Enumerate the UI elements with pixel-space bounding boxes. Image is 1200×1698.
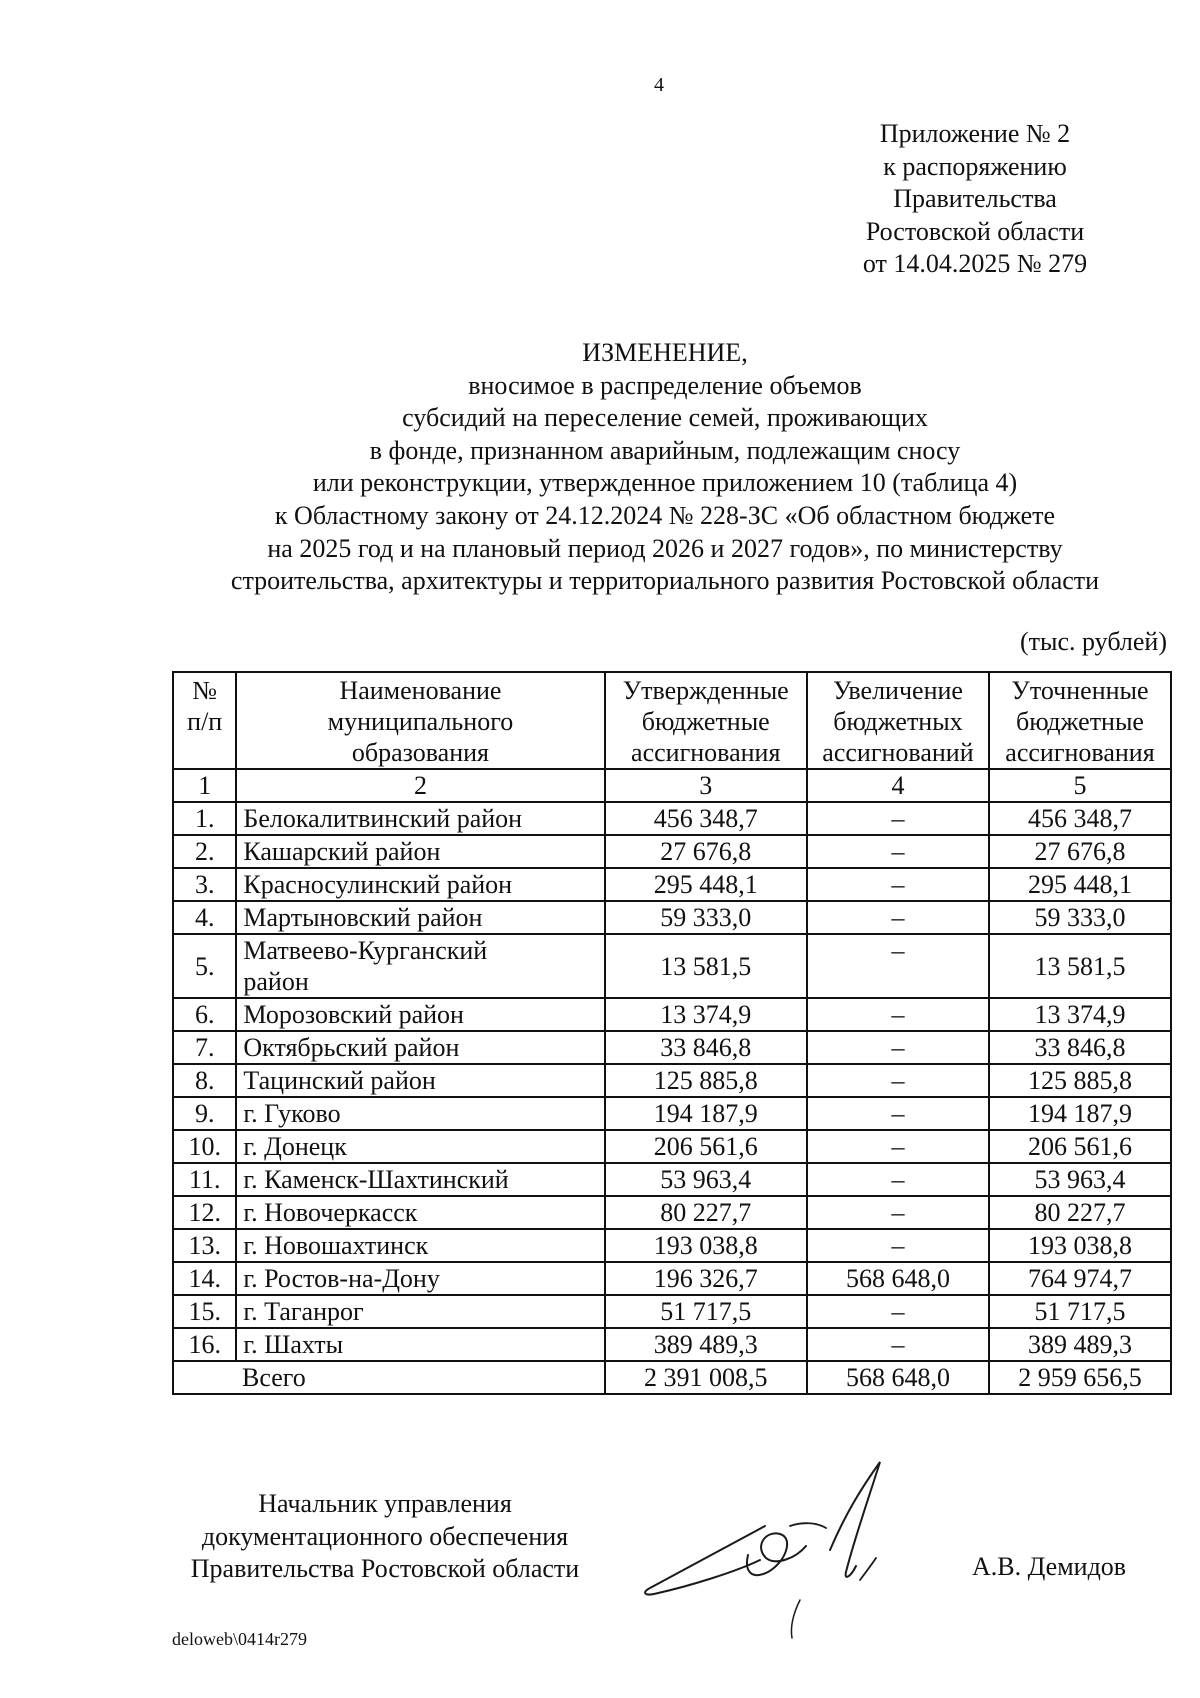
title-line: на 2025 год и на плановый период 2026 и 2027 годов», по министерству — [267, 533, 1063, 563]
row-number: 5. — [173, 934, 236, 998]
signatory-name: А.В. Демидов — [972, 1552, 1127, 1581]
municipality-name: г. Донецк — [236, 1130, 604, 1163]
units-label: (тыс. рублей) — [1019, 627, 1167, 656]
signatory-position-line: Начальник управления — [258, 1489, 512, 1518]
table-header-row — [173, 672, 1171, 769]
increase-value: – — [807, 1130, 989, 1163]
municipality-name: Белокалитвинский район — [236, 802, 604, 835]
municipality-name: Октябрьский район — [236, 1031, 604, 1064]
table-row — [173, 1229, 1171, 1262]
municipality-name: г. Таганрог — [236, 1295, 604, 1328]
table-row — [173, 1262, 1171, 1295]
refined-value: 59 333,0 — [989, 901, 1171, 934]
appendix-line: от 14.04.2025 № 279 — [862, 249, 1088, 278]
column-number: 5 — [989, 769, 1171, 802]
approved-value: 389 489,3 — [605, 1328, 807, 1361]
table-row — [173, 1163, 1171, 1196]
refined-value: 53 963,4 — [989, 1163, 1171, 1196]
table-row — [173, 901, 1171, 934]
total-increase: 568 648,0 — [807, 1361, 989, 1394]
refined-value: 389 489,3 — [989, 1328, 1171, 1361]
increase-value: – — [807, 802, 989, 835]
refined-value: 295 448,1 — [989, 868, 1171, 901]
row-number: 4. — [173, 901, 236, 934]
signatory-position — [170, 1488, 600, 1586]
municipality-name: Мартыновский район — [236, 901, 604, 934]
column-number: 2 — [236, 769, 604, 802]
total-approved: 2 391 008,5 — [605, 1361, 807, 1394]
refined-value: 193 038,8 — [989, 1229, 1171, 1262]
approved-value: 193 038,8 — [605, 1229, 807, 1262]
title-line: в фонде, признанном аварийным, подлежащим сносу — [369, 435, 961, 465]
approved-value: 125 885,8 — [605, 1064, 807, 1097]
refined-value: 80 227,7 — [989, 1196, 1171, 1229]
municipality-name: Тацинский район — [236, 1064, 604, 1097]
header-cell: Утвержденные бюджетные ассигнования — [605, 672, 807, 769]
approved-value: 13 581,5 — [605, 934, 807, 998]
column-number: 4 — [807, 769, 989, 802]
table-row — [173, 998, 1171, 1031]
approved-value: 206 561,6 — [605, 1130, 807, 1163]
increase-value: – — [807, 1229, 989, 1262]
municipality-name: Красносулинский район — [236, 868, 604, 901]
column-number: 3 — [605, 769, 807, 802]
increase-value: – — [807, 934, 989, 998]
table-row — [173, 934, 1171, 998]
signatory-position-line: Правительства Ростовской области — [190, 1554, 580, 1583]
increase-value: – — [807, 901, 989, 934]
column-number: 1 — [173, 769, 236, 802]
approved-value: 53 963,4 — [605, 1163, 807, 1196]
approved-value: 51 717,5 — [605, 1295, 807, 1328]
signatory-position-line: документационного обеспечения — [201, 1521, 569, 1551]
table-row — [173, 802, 1171, 835]
refined-value: 456 348,7 — [989, 802, 1171, 835]
municipality-name: г. Гуково — [236, 1097, 604, 1130]
row-number: 2. — [173, 835, 236, 868]
title-heading: ИЗМЕНЕНИЕ, — [582, 338, 748, 367]
total-refined: 2 959 656,5 — [989, 1361, 1171, 1394]
table-row — [173, 1097, 1171, 1130]
row-number: 15. — [173, 1295, 236, 1328]
increase-value: – — [807, 835, 989, 868]
appendix-reference — [790, 118, 1160, 281]
refined-value: 206 561,6 — [989, 1130, 1171, 1163]
row-number: 1. — [173, 802, 236, 835]
municipality-name: Кашарский район — [236, 835, 604, 868]
title-line: к Областному закону от 24.12.2024 № 228-ЗС «Об областном бюджете — [274, 500, 1056, 530]
document-code: deloweb\0414r279 — [172, 1629, 307, 1649]
table-row — [173, 1064, 1171, 1097]
increase-value: 568 648,0 — [807, 1262, 989, 1295]
total-row — [173, 1361, 1171, 1394]
header-cell: Уточненные бюджетные ассигнования — [989, 672, 1171, 769]
row-number: 8. — [173, 1064, 236, 1097]
approved-value: 194 187,9 — [605, 1097, 807, 1130]
municipality-name: г. Новошахтинск — [236, 1229, 604, 1262]
header-cell: Увеличение бюджетных ассигнований — [807, 672, 989, 769]
increase-value: – — [807, 1097, 989, 1130]
refined-value: 13 374,9 — [989, 998, 1171, 1031]
refined-value: 125 885,8 — [989, 1064, 1171, 1097]
approved-value: 27 676,8 — [605, 835, 807, 868]
approved-value: 59 333,0 — [605, 901, 807, 934]
municipality-name: Морозовский район — [236, 998, 604, 1031]
municipality-name: г. Каменск-Шахтинский — [236, 1163, 604, 1196]
increase-value: – — [807, 1031, 989, 1064]
table-row — [173, 1295, 1171, 1328]
refined-value: 764 974,7 — [989, 1262, 1171, 1295]
row-number: 12. — [173, 1196, 236, 1229]
appendix-line: Правительства — [893, 184, 1057, 213]
title-line: субсидий на переселение семей, проживающих — [402, 403, 928, 433]
row-number: 10. — [173, 1130, 236, 1163]
refined-value: 33 846,8 — [989, 1031, 1171, 1064]
row-number: 6. — [173, 998, 236, 1031]
municipality-name: г. Новочеркасск — [236, 1196, 604, 1229]
increase-value: – — [807, 1064, 989, 1097]
subsidy-table — [172, 671, 1172, 1395]
municipality-name: Матвеево-Курганский район — [236, 934, 604, 998]
total-label: Всего — [173, 1361, 605, 1394]
table-row — [173, 1031, 1171, 1064]
title-line: строительства, архитектуры и территориального развития Ростовской области — [230, 566, 1100, 596]
approved-value: 13 374,9 — [605, 998, 807, 1031]
title-line: или реконструкции, утвержденное приложением 10 (таблица 4) — [312, 468, 1018, 498]
approved-value: 295 448,1 — [605, 868, 807, 901]
table-row — [173, 868, 1171, 901]
refined-value: 27 676,8 — [989, 835, 1171, 868]
increase-value: – — [807, 1163, 989, 1196]
row-number: 7. — [173, 1031, 236, 1064]
increase-value: – — [807, 1295, 989, 1328]
title-line: вносимое в распределение объемов — [468, 370, 862, 400]
approved-value: 80 227,7 — [605, 1196, 807, 1229]
refined-value: 194 187,9 — [989, 1097, 1171, 1130]
table-row — [173, 1130, 1171, 1163]
increase-value: – — [807, 1328, 989, 1361]
row-number: 11. — [173, 1163, 236, 1196]
appendix-line: Ростовской области — [865, 216, 1085, 246]
table-row — [173, 1196, 1171, 1229]
appendix-line: Приложение № 2 — [879, 119, 1071, 148]
row-number: 13. — [173, 1229, 236, 1262]
increase-value: – — [807, 1196, 989, 1229]
header-cell: Наименование муниципального образования — [236, 672, 604, 769]
refined-value: 51 717,5 — [989, 1295, 1171, 1328]
row-number: 3. — [173, 868, 236, 901]
column-number-row — [173, 769, 1171, 802]
refined-value: 13 581,5 — [989, 934, 1171, 998]
increase-value: – — [807, 868, 989, 901]
increase-value: – — [807, 998, 989, 1031]
document-title — [150, 337, 1180, 598]
appendix-line: к распоряжению — [883, 151, 1067, 181]
approved-value: 456 348,7 — [605, 802, 807, 835]
table-row — [173, 1328, 1171, 1361]
handwritten-signature — [640, 1460, 940, 1640]
table-row — [173, 835, 1171, 868]
row-number: 9. — [173, 1097, 236, 1130]
approved-value: 196 326,7 — [605, 1262, 807, 1295]
page-number: 4 — [654, 74, 664, 96]
municipality-name: г. Ростов-на-Дону — [236, 1262, 604, 1295]
row-number: 14. — [173, 1262, 236, 1295]
header-cell: № п/п — [173, 672, 236, 769]
row-number: 16. — [173, 1328, 236, 1361]
approved-value: 33 846,8 — [605, 1031, 807, 1064]
municipality-name: г. Шахты — [236, 1328, 604, 1361]
